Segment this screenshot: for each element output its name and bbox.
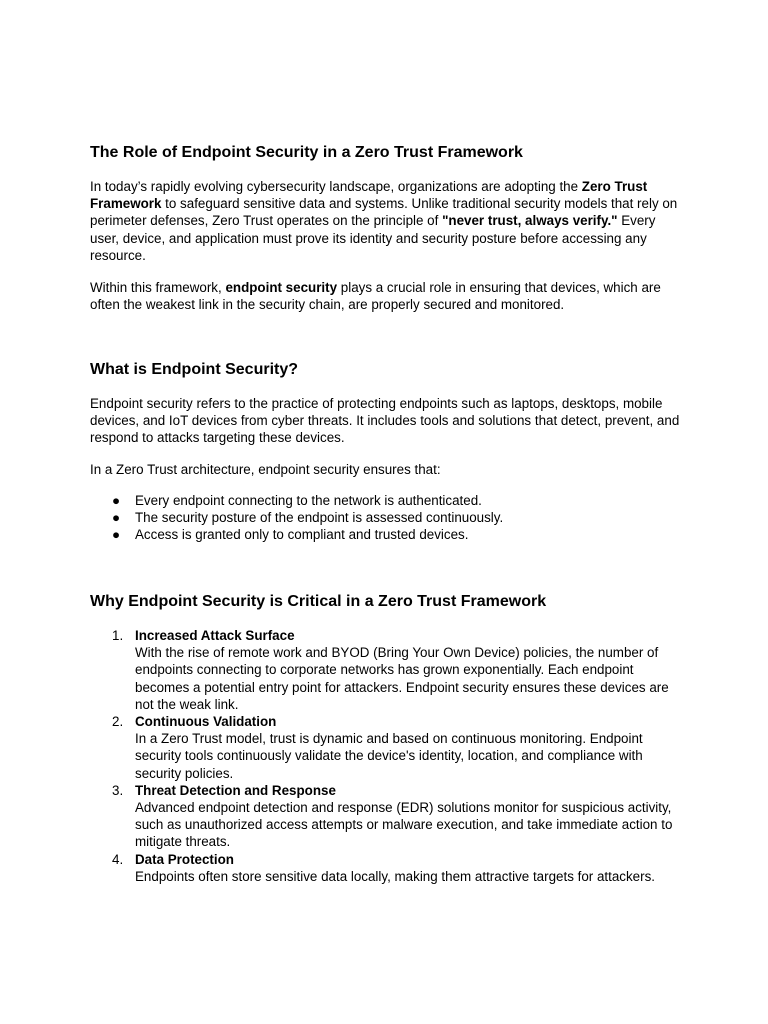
bullet-icon: ● [112, 493, 121, 508]
list-number: 2. [112, 714, 124, 730]
bullet-text: Access is granted only to compliant and trusted devices. [135, 527, 469, 543]
intro-text-1: In today’s rapidly evolving cybersecurity landscape, organizations are adopting the [90, 179, 582, 194]
list-number: 3. [112, 782, 124, 798]
list-item [90, 627, 682, 713]
list-item [90, 509, 682, 526]
intro-bold-zero-trust: Zero Trust Framework [90, 179, 648, 212]
within-text-2: plays a crucial role in ensuring that devices, which are often the weakest link in the security chain, are properly secured and monitored. [90, 280, 661, 313]
list-number: 1. [112, 628, 124, 643]
bullet-icon: ● [112, 510, 121, 526]
within-paragraph [90, 279, 682, 313]
within-text-1: Within this framework, [90, 280, 226, 295]
reason-text: With the rise of remote work and BYOD (Bring Your Own Device) policies, the number of endpoints connecting to corporate networks has grown exponentially. Each endpoint becomes a potential entry point for attackers. Endpoint security ensures these devices are not the weak link. [135, 645, 669, 712]
heading-why-endpoint-security-critical: Why Endpoint Security is Critical in a Zero Trust Framework [90, 593, 547, 610]
list-item [90, 713, 682, 782]
reasons-numbered-list [90, 627, 682, 885]
heading-role-of-endpoint-security: The Role of Endpoint Security in a Zero Trust Framework [90, 144, 523, 161]
reason-title: Increased Attack Surface [135, 628, 295, 643]
definition-paragraph: Endpoint security refers to the practice of protecting endpoints such as laptops, desktops, mobile devices, and IoT devices from cyber threats. It includes tools and solutions that detect, prevent, and respond to attacks targeting these devices. [90, 396, 680, 446]
ensures-bullet-list [90, 492, 682, 544]
list-item [90, 492, 682, 509]
reason-text: Endpoints often store sensitive data locally, making them attractive targets for attackers. [135, 868, 656, 884]
list-item [90, 782, 682, 851]
list-item [90, 526, 682, 543]
intro-text-3: Every user, device, and application must prove its identity and security posture before accessing any resource. [90, 213, 656, 263]
intro-paragraph [90, 178, 682, 264]
within-bold-endpoint-security: endpoint security [225, 280, 338, 295]
reason-title: Threat Detection and Response [135, 782, 336, 798]
intro-bold-principle: "never trust, always verify." [442, 213, 618, 229]
ensures-intro-paragraph: In a Zero Trust architecture, endpoint security ensures that: [90, 462, 441, 477]
reason-title: Data Protection [135, 851, 234, 867]
bullet-icon: ● [112, 527, 121, 543]
bullet-text: The security posture of the endpoint is assessed continuously. [135, 510, 504, 526]
reason-title: Continuous Validation [135, 714, 277, 730]
reason-text: In a Zero Trust model, trust is dynamic and based on continuous monitoring. Endpoint security tools continuously validate the device's identity, location, and compliance with security policies. [135, 731, 643, 781]
list-item [90, 851, 682, 885]
list-number: 4. [112, 851, 124, 867]
intro-text-2: to safeguard sensitive data and systems. Unlike traditional security models that rely on perimeter defenses, Zero Trust operates on the principle of [90, 196, 678, 229]
bullet-text: Every endpoint connecting to the network is authenticated. [135, 493, 482, 508]
reason-text: Advanced endpoint detection and response (EDR) solutions monitor for suspicious activity, such as unauthorized access attempts or malware execution, and take immediate action to mitigate threats. [135, 800, 673, 850]
heading-what-is-endpoint-security: What is Endpoint Security? [90, 361, 299, 378]
